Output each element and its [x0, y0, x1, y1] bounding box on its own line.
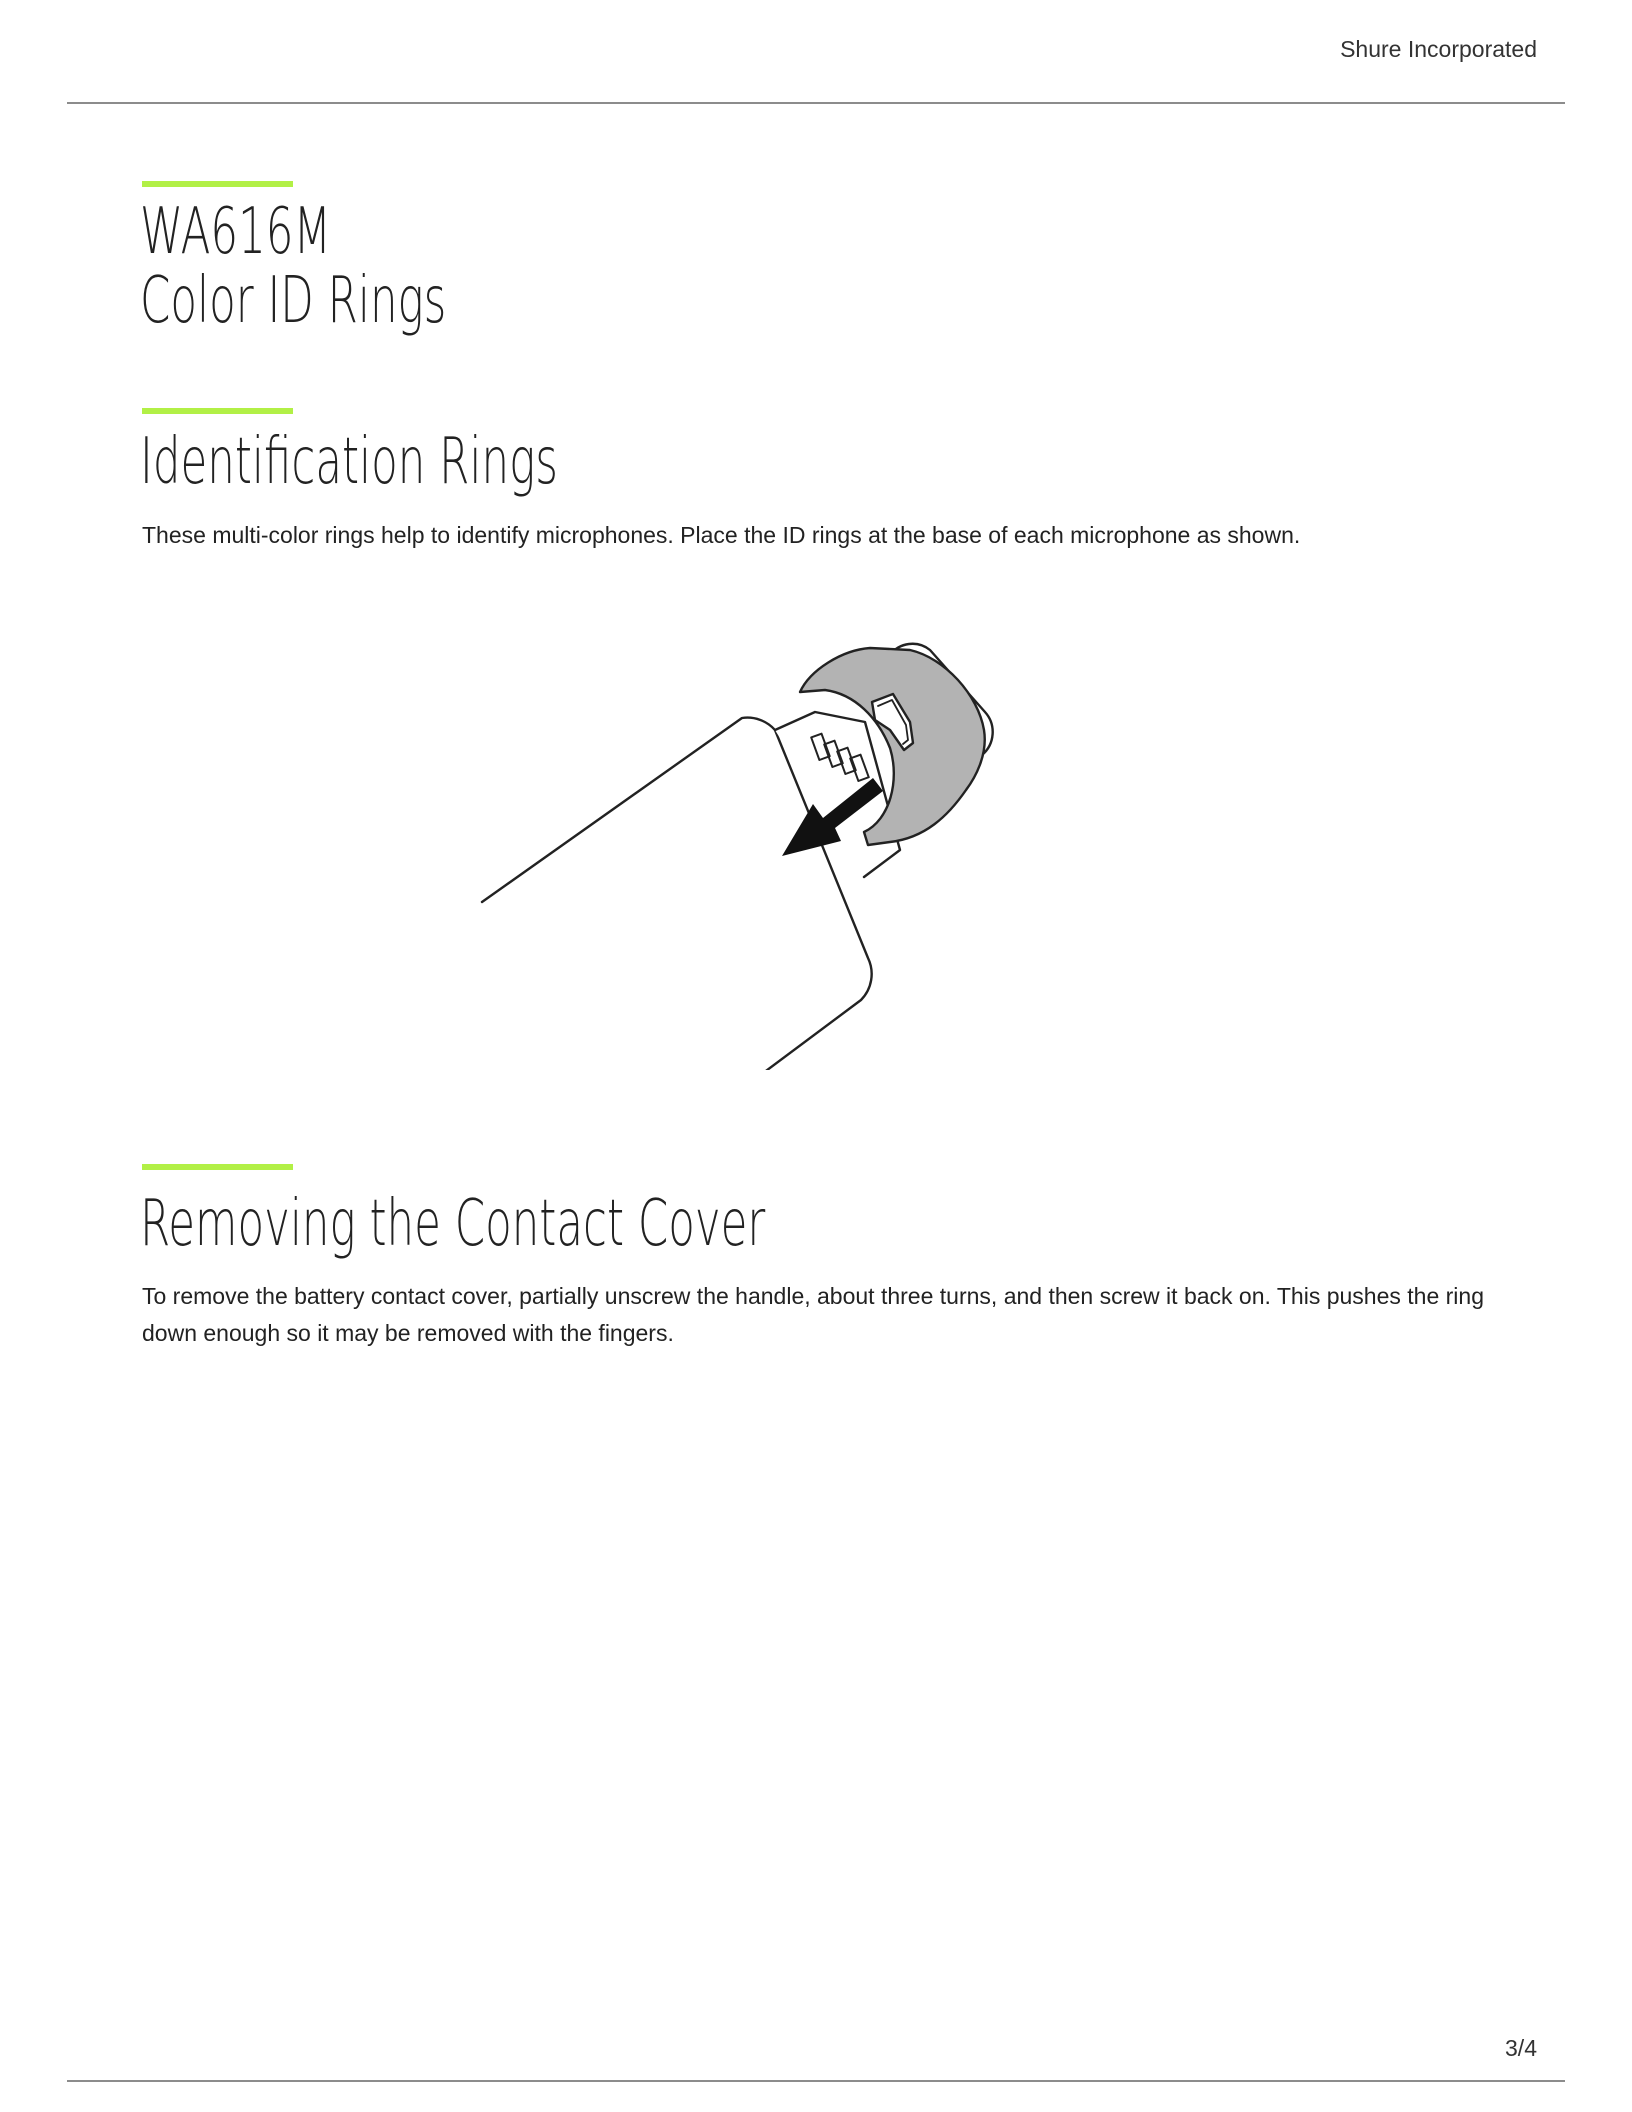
page-title-model: WA616M — [140, 195, 332, 269]
footer-rule — [67, 2080, 1565, 2082]
header-rule — [67, 102, 1565, 104]
section-heading-removing-contact-cover: Removing the Contact Cover — [140, 1187, 766, 1261]
page-title — [140, 195, 447, 339]
section-body-removing-contact-cover: To remove the battery contact cover, partially unscrew the handle, about three turns, and then screw it back on. This pushes the ring down enough so it may be removed with the fingers. — [142, 1283, 1484, 1346]
section-accent-bar — [142, 408, 293, 414]
section-body-identification-rings: These multi-color rings help to identify microphones. Place the ID rings at the base of each microphone as shown. — [142, 522, 1301, 548]
title-accent-bar — [142, 181, 293, 187]
header-company: Shure Incorporated — [1340, 36, 1537, 62]
page-title-subject: Color ID Rings — [140, 264, 447, 339]
section-heading-identification-rings: Identification Rings — [140, 425, 558, 499]
id-ring-illustration — [470, 630, 1070, 1070]
page-number: 3/4 — [1505, 2035, 1537, 2061]
section-accent-bar — [142, 1164, 293, 1170]
